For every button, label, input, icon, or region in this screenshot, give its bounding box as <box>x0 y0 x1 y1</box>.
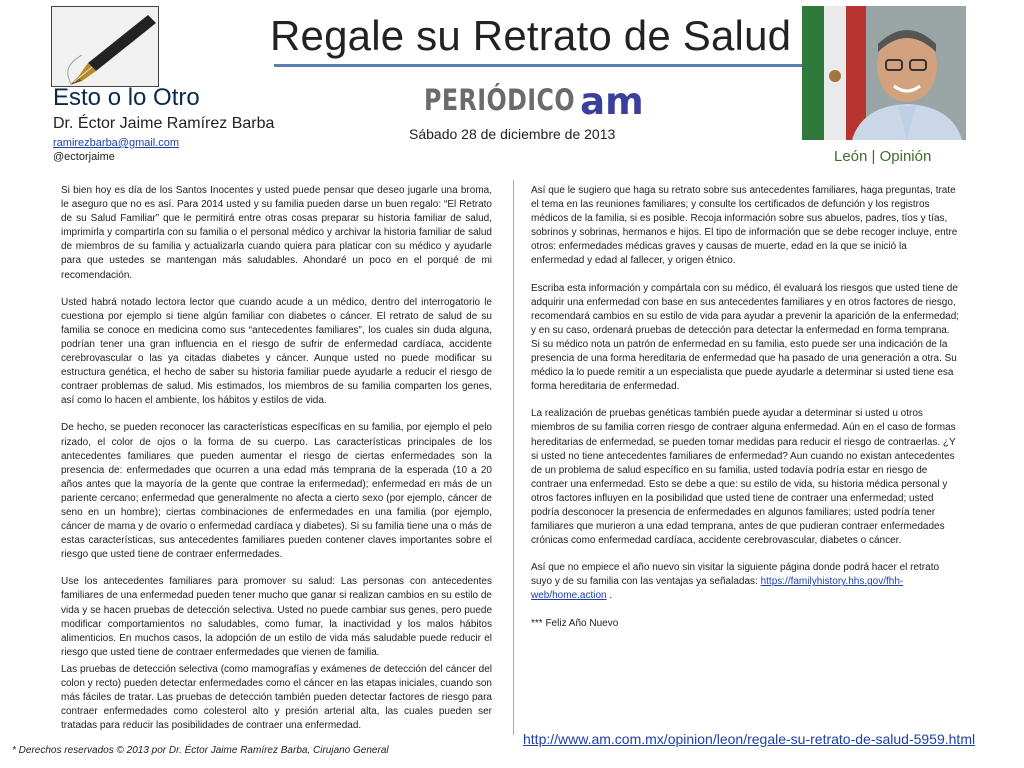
newspaper-logo <box>424 80 644 123</box>
paragraph: Las pruebas de detección selectiva (como mamografías y exámenes de detección del cáncer del colon y recto) pueden detectar enfermedades como el cáncer en las etapas iniciales, cuando son más fáciles de tratar. Las pruebas de detección también pueden detectar factores de riesgo para contraer enfermedades como colesterol alto y presión arterial alta, las cuales pueden ser tratadas para reducir las posibilidades de contraer una enfermedad. <box>61 663 492 732</box>
paragraph: Así que le sugiero que haga su retrato sobre sus antecedentes familiares, haga preguntas, trate el tema en las reuniones familiares; y consulte los certificados de defunción y los registros médicos de la familia, si es posible. Recoja información sobre sus abuelos, padres, tíos y tías, sobrinos y sobrinas, hermanos e hijos. El tipo de información que se debe recoger incluye, entre otros: enfermedades médicas graves y causas de muerte, edad en la que se inició la enfermedad y edad al fallecer, y origen étnico. <box>531 185 958 267</box>
logo-text-am: am <box>580 80 644 123</box>
author-portrait <box>802 6 966 140</box>
closing-paragraph <box>531 561 961 603</box>
right-column <box>531 184 961 644</box>
family-history-link[interactable]: https://familyhistory.hhs.gov/fhh-web/home.action <box>531 576 904 602</box>
paragraph: La realización de pruebas genéticas también puede ayudar a determinar si usted u otros miembros de su familia corren riesgo de contraer alguna enfermedad. Aún en el caso de formas hereditarias de enfermedad, se pueden tomar medidas para reducir el riesgo de contraerlas. ¿Y si usted no tiene antecedentes familiares de enfermedad? Aun cuando no existan antecedentes de un problema de salud específico en su familia, usted todavía podría estar en riesgo de contraer una enfermedad. Esto se debe a que: su estilo de vida, su historia médica personal y otros factores influyen en la posibilidad que usted tiene de contraer una enfermedad; usted podría desconocer la presencia de enfermedades en algunos familiares; usted podría tener familiares que murieron a una edad temprana, antes de que pudieran contraer enfermedades crónicas como enfermedad cardíaca, accidente cerebrovascular, diabetes o cáncer. <box>531 408 956 547</box>
copyright-notice: * Derechos reservados © 2013 por Dr. Éctor Jaime Ramírez Barba, Cirujano General <box>12 745 389 756</box>
paragraph: Usted habrá notado lectora lector que cuando acude a un médico, dentro del interrogatorio le cuestiona por ejemplo si tiene algún familiar con diabetes o cáncer. El retrato de salud de su familia se conoce en medicina como sus “antecedentes familiares”, los cuales sin duda alguna, podrían tener una gran influencia en el riesgo de sufrir de enfermedad cardíaca, accidente cerebrovascular o las ya citadas diabetes y cáncer. Aunque usted no puede modificar su estructura genética, el hecho de saber su historia familiar puede ayudarle a reducir el riesgo de contraer problemas de salud. Mis estimados, los miembros de su familia comparten los genes, así como lo hacen el ambiente, los hábitos y estilos de vida. <box>61 296 492 407</box>
closing-text: Así que no empiece el año nuevo sin visitar la siguiente página donde podrá hacer el retrato suyo y de su familia con las ventajas ya señaladas: <box>531 562 940 588</box>
paragraph: Escriba esta información y compártala con su médico, él evaluará los riesgos que usted tiene de adquirir una enfermedad con base en sus antecedentes familiares y en otros factores de riesgo, recomendará cambios en su estilo de vida para ayudar a prevenir la aparición de la enfermedad; y en su caso, ordenará pruebas de detección para detectar la enfermedad en forma temprana. Si su médico nota un patrón de enfermedad en su familia, esto puede ser una indicación de la presencia de una forma hereditaria de enfermedad que ha pasado de una generación a otra. Su médico la lo puede remitir a un especialista que puede ayudarle a determinar si usted tiene esa forma hereditaria de enfermedad. <box>531 282 960 393</box>
location-section: León | Opinión <box>834 148 932 165</box>
author-handle: @ectorjaime <box>53 151 115 163</box>
fountain-pen-icon <box>51 6 159 87</box>
publication-date: Sábado 28 de diciembre de 2013 <box>409 126 616 142</box>
author-name: Dr. Éctor Jaime Ramírez Barba <box>53 115 275 132</box>
left-column <box>61 184 492 746</box>
column-divider <box>513 180 514 735</box>
title-underline <box>274 64 802 67</box>
paragraph: Si bien hoy es día de los Santos Inocentes y usted puede pensar que deseo jugarle una broma, le aseguro que no es así. Para 2014 usted y su familia pueden darse un buen regalo: “El Retrato de su Salud Familiar” que le permitirá entre otras cosas preparar su historia familiar de salud, imprimirla y compartirla con su familia o el personal médico y archivar la historia familiar de salud de miembros de su familia y actualizarla cuando quiera para platicar con su médico y ayudarle para que ustedes se mantengan más saludables. Ahondaré un poco en el porqué de mi recomendación. <box>61 185 492 281</box>
logo-text-main: PERIÓDICO <box>424 83 575 117</box>
paragraph: Use los antecedentes familiares para promover su salud: Las personas con antecedentes familiares de una enfermedad pueden tener mucho que ganar si realizan cambios en su estilo de vida y se hacen pruebas de detección selectiva. Usted no puede cambiar sus genes, pero puede modificar comportamientos no saludables, como fumar, la inactividad y los malos hábitos alimenticios. En muchos casos, la adopción de un estilo de vida más saludable puede reducir el riesgo que usted tiene de contraer enfermedades que vienen de familia. <box>61 576 492 658</box>
signoff: *** Feliz Año Nuevo <box>531 617 619 629</box>
column-name: Esto o lo Otro <box>53 84 200 111</box>
author-email-link[interactable]: ramirezbarba@gmail.com <box>53 137 180 149</box>
article-url-link[interactable]: http://www.am.com.mx/opinion/leon/regale-su-retrato-de-salud-5959.html <box>523 731 976 747</box>
page-title: Regale su Retrato de Salud <box>270 12 792 59</box>
paragraph: De hecho, se pueden reconocer las características específicas en su familia, por ejemplo el pelo rizado, el color de ojos o la forma de su cuerpo. Las características principales de los antecedentes familiares que pueden aumentar el riesgo de ciertas enfermedades son la presencia de: enfermedades que ocurren a una edad más temprana de la esperada (10 a 20 años antes que la mayoría de la gente que contrae la enfermedad); enfermedad en más de un pariente cercano; enfermedad que generalmente no afecta a cierto sexo (por ejemplo, cáncer de seno en un hombre); ciertas combinaciones de enfermedades en una familia (por ejemplo, cáncer de mama y de ovario o enfermedad cardíaca y diabetes). Si su familia tiene una o más de estas características, sus antecedentes familiares pueden contener claves importantes sobre el riesgo que usted tiene de contraer enfermedades. <box>61 422 492 561</box>
closing-end: . <box>606 590 613 602</box>
